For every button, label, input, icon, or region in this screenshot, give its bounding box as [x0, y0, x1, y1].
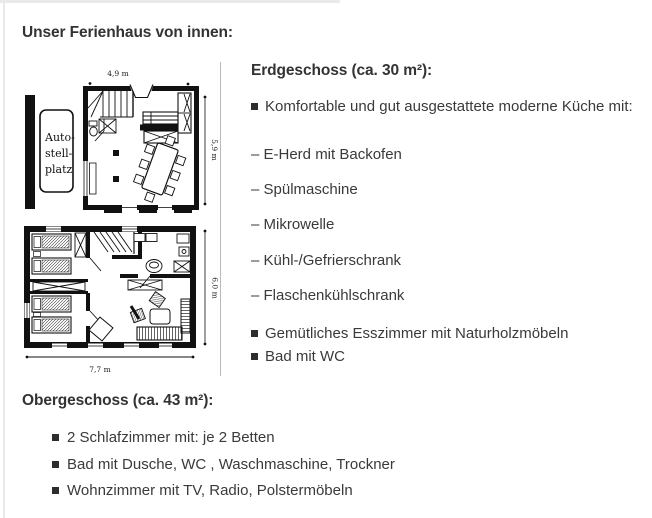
page-edge-left [3, 0, 5, 518]
erdgeschoss-heading: Erdgeschoss (ca. 30 m²): [251, 62, 433, 79]
ground-width-dimension [89, 69, 190, 85]
carport-label-line3: platz [45, 163, 73, 176]
kitchen-feature-item: – Kühl-/Gefrierschrank [251, 252, 402, 269]
carport-wall [25, 95, 35, 209]
sofa [137, 327, 182, 340]
ground-wardrobe-box [99, 119, 116, 133]
upper-height-label: 6,0 m [210, 277, 220, 299]
carport-label-line2: stell- [45, 147, 73, 160]
coffee-table [150, 309, 170, 324]
obergeschoss-item: 2 Schlafzimmer mit: je 2 Betten [67, 429, 275, 446]
ground-outer-walls [86, 83, 197, 208]
erdgeschoss-intro-item: Komfortable und gut ausgestattete moderne Küche mit: [265, 98, 633, 115]
erdgeschoss-item: Gemütliches Esszimmer mit Naturholzmöbeln [265, 325, 569, 342]
ground-floor-plan [15, 60, 220, 218]
bed [32, 258, 71, 274]
kitchen-feature-item: – E-Herd mit Backofen [251, 146, 402, 163]
page-edge-top [0, 0, 340, 3]
ground-width-label: 4,9 m [107, 69, 129, 78]
bed [32, 234, 71, 250]
obergeschoss-item: Wohnzimmer mit TV, Radio, Polstermöbeln [67, 482, 353, 499]
carport [25, 95, 75, 209]
bed [32, 317, 71, 333]
bullet-square-icon [251, 353, 258, 360]
obergeschoss-heading: Obergeschoss (ca. 43 m²): [22, 392, 214, 409]
kitchen-feature-item: – Spülmaschine [251, 181, 358, 198]
bed [32, 296, 71, 312]
nightstand [34, 313, 41, 317]
upper-width-dimension [26, 356, 195, 374]
page-title: Unser Ferienhaus von innen: [22, 24, 233, 41]
bullet-square-icon [251, 103, 258, 110]
erdgeschoss-item: Bad mit WC [265, 348, 346, 365]
kitchen-feature-item: – Mikrowelle [251, 216, 335, 233]
bullet-square-icon [52, 487, 59, 494]
nightstand [34, 252, 41, 257]
kitchen-feature-item: – Flaschenkühlschrank [251, 287, 405, 304]
carport-label-line1: Auto- [45, 131, 75, 144]
upper-floor-plan [15, 218, 220, 380]
bullet-square-icon [251, 330, 258, 337]
shelf-cabinet [181, 299, 190, 333]
ground-height-label: 5,9 m [210, 139, 219, 161]
ground-height-dimension [204, 96, 219, 206]
obergeschoss-item: Bad mit Dusche, WC , Waschmaschine, Trockner [67, 456, 395, 473]
ground-cupboard [90, 163, 97, 194]
figure-separator [220, 62, 221, 376]
upper-width-label: 7,7 m [89, 365, 111, 374]
bullet-square-icon [52, 461, 59, 468]
upper-height-dimension [204, 230, 220, 346]
bullet-square-icon [52, 434, 59, 441]
